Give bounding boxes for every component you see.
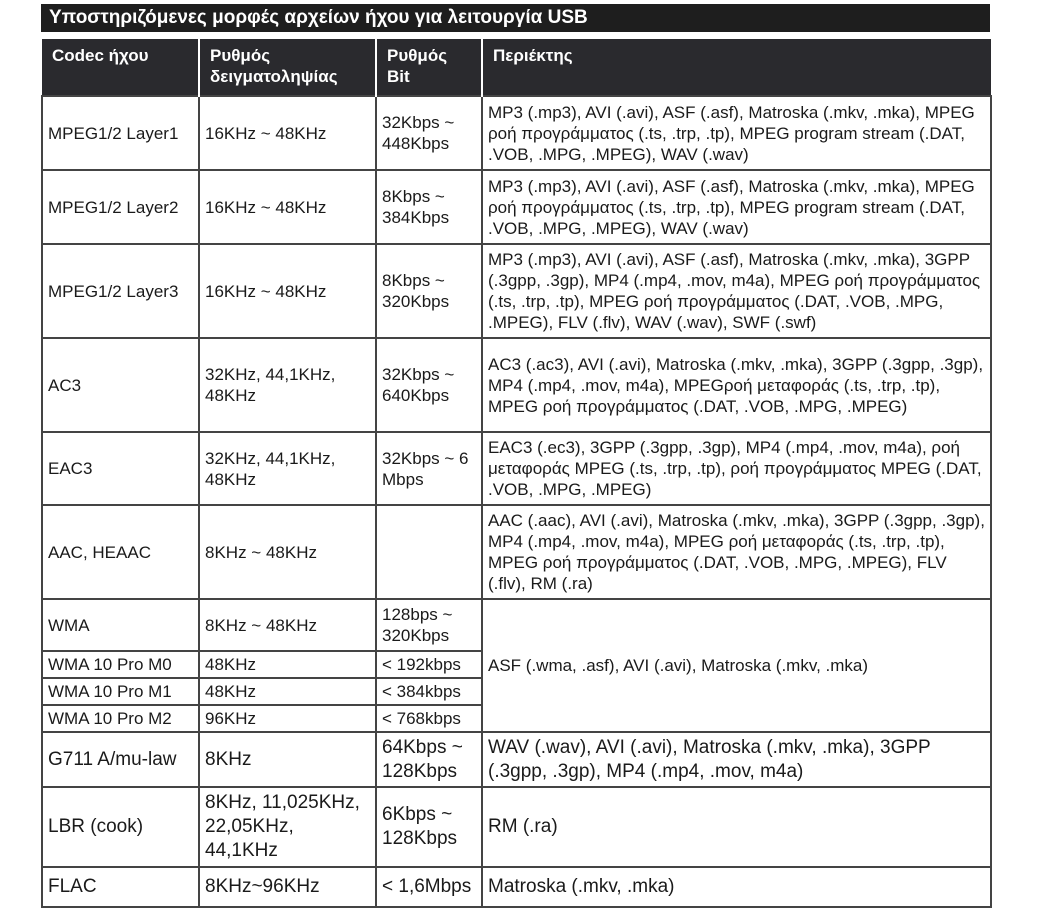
container-cell: WAV (.wav), AVI (.avi), Matroska (.mkv, .mka), 3GPP (.3gpp, .3gp), MP4 (.mp4, .mov, m4a) xyxy=(482,732,991,787)
container-cell: ASF (.wma, .asf), AVI (.avi), Matroska (.mkv, .mka) xyxy=(482,599,991,732)
table-row xyxy=(42,787,991,867)
header-sample-rate: Ρυθμός δειγματοληψίας xyxy=(199,39,376,96)
container-cell: MP3 (.mp3), AVI (.avi), ASF (.asf), Matroska (.mkv, .mka), 3GPP (.3gpp, .3gp), MP4 (.mp4, .mov, m4a), MPEG ροή προγράμματος (.ts, .trp, .tp), MPEG ροή προγράμματος (.DAT, .VOB, .MPG, .MPEG), FLV (.flv), WAV (.wav), SWF (.swf) xyxy=(482,244,991,338)
codec-cell: WMA 10 Pro M1 xyxy=(42,678,199,705)
table-header-row xyxy=(42,39,991,96)
bit-rate-cell: 32Kbps ~ 640Kbps xyxy=(376,338,482,432)
page-title: Υποστηριζόμενες μορφές αρχείων ήχου για λειτουργία USB xyxy=(41,4,990,32)
bit-rate-cell: < 1,6Mbps xyxy=(376,867,482,907)
bit-rate-cell: 32Kbps ~ 448Kbps xyxy=(376,96,482,170)
audio-formats-table xyxy=(41,39,992,908)
bit-rate-cell xyxy=(376,505,482,599)
bit-rate-cell: 64Kbps ~ 128Kbps xyxy=(376,732,482,787)
header-container: Περιέκτης xyxy=(482,39,991,96)
codec-cell: WMA xyxy=(42,599,199,651)
sample-rate-cell: 8KHz ~ 48KHz xyxy=(199,599,376,651)
sample-rate-cell: 16KHz ~ 48KHz xyxy=(199,244,376,338)
bit-rate-cell: 6Kbps ~ 128Kbps xyxy=(376,787,482,867)
sample-rate-cell: 16KHz ~ 48KHz xyxy=(199,96,376,170)
container-cell: AAC (.aac), AVI (.avi), Matroska (.mkv, .mka), 3GPP (.3gpp, .3gp), MP4 (.mp4, .mov, m4a), MPEG ροή μεταφοράς (.ts, .trp, .tp), MPEG ροή προγράμματος (.DAT, .VOB, .MPG, .MPEG), FLV (.flv), RM (.ra) xyxy=(482,505,991,599)
container-cell: EAC3 (.ec3), 3GPP (.3gpp, .3gp), MP4 (.mp4, .mov, m4a), ροή μεταφοράς MPEG (.ts, .trp, .tp), ροή προγράμματος MPEG (.DAT, .VOB, .MPG, .MPEG) xyxy=(482,432,991,505)
container-cell: Matroska (.mkv, .mka) xyxy=(482,867,991,907)
bit-rate-cell: 32Kbps ~ 6 Mbps xyxy=(376,432,482,505)
table-row xyxy=(42,599,991,651)
sample-rate-cell: 8KHz ~ 48KHz xyxy=(199,505,376,599)
codec-cell: AAC, HEAAC xyxy=(42,505,199,599)
container-cell: AC3 (.ac3), AVI (.avi), Matroska (.mkv, .mka), 3GPP (.3gpp, .3gp), MP4 (.mp4, .mov, m4a), MPEGροή μεταφοράς (.ts, .trp, .tp), MPEG ροή προγράμματος (.DAT, .VOB, .MPG, .MPEG) xyxy=(482,338,991,432)
bit-rate-cell: 8Kbps ~ 384Kbps xyxy=(376,170,482,244)
table-row xyxy=(42,732,991,787)
header-codec: Codec ήχου xyxy=(42,39,199,96)
codec-cell: AC3 xyxy=(42,338,199,432)
table-row xyxy=(42,867,991,907)
bit-rate-cell: < 768kbps xyxy=(376,705,482,732)
table-row xyxy=(42,505,991,599)
bit-rate-cell: < 384kbps xyxy=(376,678,482,705)
sample-rate-cell: 96KHz xyxy=(199,705,376,732)
sample-rate-cell: 8KHz~96KHz xyxy=(199,867,376,907)
sample-rate-cell: 48KHz xyxy=(199,678,376,705)
sample-rate-cell: 8KHz, 11,025KHz, 22,05KHz, 44,1KHz xyxy=(199,787,376,867)
codec-cell: FLAC xyxy=(42,867,199,907)
table-row xyxy=(42,244,991,338)
codec-cell: MPEG1/2 Layer2 xyxy=(42,170,199,244)
container-cell: RM (.ra) xyxy=(482,787,991,867)
bit-rate-cell: 128bps ~ 320Kbps xyxy=(376,599,482,651)
codec-cell: WMA 10 Pro M0 xyxy=(42,651,199,678)
container-cell: MP3 (.mp3), AVI (.avi), ASF (.asf), Matroska (.mkv, .mka), MPEG ροή προγράμματος (.ts, .trp, .tp), MPEG program stream (.DAT, .VOB, .MPG, .MPEG), WAV (.wav) xyxy=(482,96,991,170)
sample-rate-cell: 32KHz, 44,1KHz, 48KHz xyxy=(199,432,376,505)
sample-rate-cell: 48KHz xyxy=(199,651,376,678)
sample-rate-cell: 16KHz ~ 48KHz xyxy=(199,170,376,244)
codec-cell: MPEG1/2 Layer1 xyxy=(42,96,199,170)
header-bit-rate: Ρυθμός Bit xyxy=(376,39,482,96)
codec-cell: LBR (cook) xyxy=(42,787,199,867)
bit-rate-cell: < 192kbps xyxy=(376,651,482,678)
bit-rate-cell: 8Kbps ~ 320Kbps xyxy=(376,244,482,338)
container-cell: MP3 (.mp3), AVI (.avi), ASF (.asf), Matroska (.mkv, .mka), MPEG ροή προγράμματος (.ts, .trp, .tp), MPEG program stream (.DAT, .VOB, .MPG, .MPEG), WAV (.wav) xyxy=(482,170,991,244)
codec-cell: MPEG1/2 Layer3 xyxy=(42,244,199,338)
codec-cell: WMA 10 Pro M2 xyxy=(42,705,199,732)
table-row xyxy=(42,96,991,170)
table-row xyxy=(42,338,991,432)
codec-cell: EAC3 xyxy=(42,432,199,505)
table-row xyxy=(42,432,991,505)
sample-rate-cell: 8KHz xyxy=(199,732,376,787)
codec-cell: G711 A/mu-law xyxy=(42,732,199,787)
sample-rate-cell: 32KHz, 44,1KHz, 48KHz xyxy=(199,338,376,432)
table-row xyxy=(42,170,991,244)
